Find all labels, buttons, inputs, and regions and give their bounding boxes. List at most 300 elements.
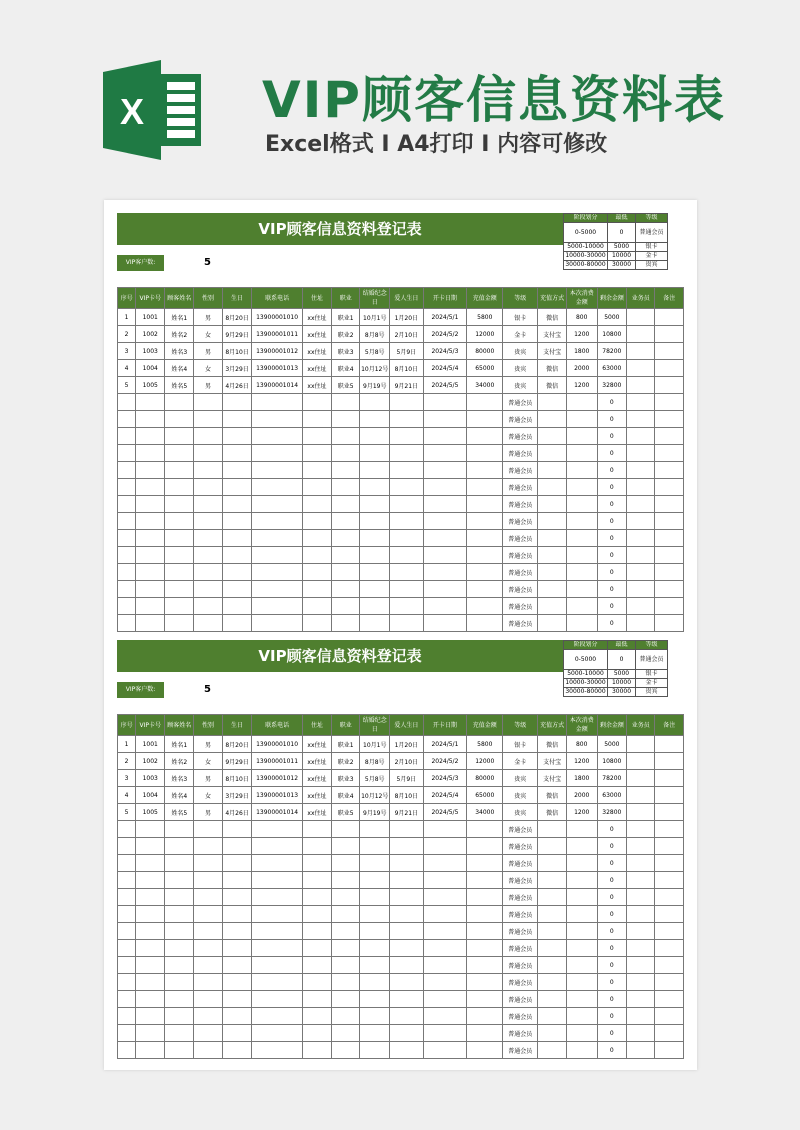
table-cell[interactable]: 普通会员 <box>503 872 538 889</box>
table-cell[interactable] <box>655 736 684 753</box>
table-cell[interactable] <box>118 530 136 547</box>
table-cell[interactable] <box>194 411 222 428</box>
table-cell[interactable] <box>302 411 331 428</box>
table-cell[interactable] <box>194 394 222 411</box>
table-cell[interactable]: 13900001013 <box>252 360 302 377</box>
table-cell[interactable]: 13900001014 <box>252 804 302 821</box>
table-cell[interactable] <box>655 974 684 991</box>
table-cell[interactable] <box>165 496 194 513</box>
table-cell[interactable] <box>467 974 503 991</box>
table-cell[interactable] <box>165 923 194 940</box>
table-cell[interactable]: 姓名2 <box>165 326 194 343</box>
table-cell[interactable] <box>360 855 390 872</box>
table-cell[interactable]: 职业2 <box>332 753 360 770</box>
table-cell[interactable]: 0 <box>597 838 626 855</box>
table-cell[interactable]: 9月19号 <box>360 804 390 821</box>
table-cell[interactable] <box>626 394 654 411</box>
table-cell[interactable] <box>390 855 423 872</box>
table-cell[interactable] <box>566 906 597 923</box>
table-cell[interactable] <box>118 838 136 855</box>
table-cell[interactable] <box>252 957 302 974</box>
table-cell[interactable]: 微信 <box>538 804 566 821</box>
table-cell[interactable] <box>222 872 252 889</box>
table-cell[interactable] <box>538 411 566 428</box>
table-cell[interactable] <box>360 598 390 615</box>
table-cell[interactable] <box>136 479 165 496</box>
table-cell[interactable] <box>626 496 654 513</box>
table-cell[interactable] <box>566 581 597 598</box>
table-cell[interactable]: 银卡 <box>503 309 538 326</box>
table-cell[interactable]: 普通会员 <box>503 1042 538 1059</box>
table-cell[interactable] <box>655 581 684 598</box>
table-cell[interactable] <box>136 940 165 957</box>
table-cell[interactable]: 2 <box>118 753 136 770</box>
table-cell[interactable] <box>538 991 566 1008</box>
table-cell[interactable]: 2 <box>118 326 136 343</box>
table-cell[interactable] <box>423 581 467 598</box>
table-cell[interactable]: 800 <box>566 736 597 753</box>
table-cell[interactable] <box>118 991 136 1008</box>
table-cell[interactable] <box>302 394 331 411</box>
table-cell[interactable] <box>655 855 684 872</box>
table-cell[interactable]: 10月1号 <box>360 309 390 326</box>
table-cell[interactable] <box>390 974 423 991</box>
table-cell[interactable] <box>360 838 390 855</box>
table-cell[interactable]: 普通会员 <box>503 394 538 411</box>
table-cell[interactable] <box>626 462 654 479</box>
table-cell[interactable] <box>252 889 302 906</box>
table-cell[interactable] <box>194 428 222 445</box>
table-cell[interactable] <box>165 462 194 479</box>
table-cell[interactable]: 3月29日 <box>222 787 252 804</box>
table-cell[interactable] <box>626 787 654 804</box>
table-cell[interactable]: 普通会员 <box>503 1008 538 1025</box>
table-cell[interactable]: 1200 <box>566 753 597 770</box>
table-cell[interactable]: 男 <box>194 770 222 787</box>
table-cell[interactable] <box>655 838 684 855</box>
table-cell[interactable] <box>332 598 360 615</box>
table-cell[interactable] <box>118 547 136 564</box>
table-cell[interactable] <box>136 1025 165 1042</box>
table-cell[interactable] <box>538 974 566 991</box>
table-cell[interactable] <box>194 479 222 496</box>
table-cell[interactable] <box>194 445 222 462</box>
table-cell[interactable] <box>390 547 423 564</box>
table-cell[interactable]: xx住址 <box>302 343 331 360</box>
table-cell[interactable] <box>423 1042 467 1059</box>
table-cell[interactable] <box>165 564 194 581</box>
table-cell[interactable] <box>538 940 566 957</box>
table-cell[interactable] <box>252 838 302 855</box>
table-cell[interactable] <box>136 1042 165 1059</box>
table-cell[interactable]: 0 <box>597 581 626 598</box>
table-cell[interactable]: 8月10日 <box>390 360 423 377</box>
table-cell[interactable] <box>655 411 684 428</box>
table-cell[interactable] <box>194 1008 222 1025</box>
table-cell[interactable] <box>467 1008 503 1025</box>
table-cell[interactable] <box>222 598 252 615</box>
table-cell[interactable]: 1200 <box>566 377 597 394</box>
table-cell[interactable]: 10800 <box>597 753 626 770</box>
table-cell[interactable] <box>423 1025 467 1042</box>
table-cell[interactable] <box>252 923 302 940</box>
table-cell[interactable] <box>626 906 654 923</box>
table-cell[interactable]: 8月8号 <box>360 326 390 343</box>
table-cell[interactable]: 2024/5/1 <box>423 309 467 326</box>
table-cell[interactable] <box>252 394 302 411</box>
table-cell[interactable] <box>360 1008 390 1025</box>
table-cell[interactable]: 女 <box>194 787 222 804</box>
table-cell[interactable]: 10月12号 <box>360 360 390 377</box>
table-cell[interactable] <box>566 821 597 838</box>
table-cell[interactable] <box>538 598 566 615</box>
table-cell[interactable]: 姓名3 <box>165 770 194 787</box>
table-cell[interactable] <box>467 991 503 1008</box>
table-cell[interactable]: 姓名4 <box>165 360 194 377</box>
table-cell[interactable]: 65000 <box>467 360 503 377</box>
table-cell[interactable]: 2024/5/5 <box>423 804 467 821</box>
table-cell[interactable]: 男 <box>194 804 222 821</box>
table-cell[interactable]: 2024/5/2 <box>423 753 467 770</box>
table-cell[interactable] <box>194 615 222 632</box>
table-cell[interactable] <box>302 923 331 940</box>
table-cell[interactable]: 金卡 <box>503 753 538 770</box>
table-cell[interactable] <box>566 974 597 991</box>
table-cell[interactable] <box>423 428 467 445</box>
table-cell[interactable] <box>626 770 654 787</box>
table-cell[interactable] <box>118 906 136 923</box>
table-cell[interactable] <box>118 513 136 530</box>
table-cell[interactable] <box>626 838 654 855</box>
table-cell[interactable]: 5 <box>118 377 136 394</box>
table-cell[interactable] <box>332 428 360 445</box>
table-cell[interactable] <box>655 1008 684 1025</box>
table-cell[interactable] <box>222 411 252 428</box>
table-cell[interactable] <box>136 923 165 940</box>
table-cell[interactable] <box>538 889 566 906</box>
table-cell[interactable] <box>390 462 423 479</box>
table-cell[interactable]: 0 <box>597 906 626 923</box>
table-cell[interactable] <box>302 889 331 906</box>
table-cell[interactable] <box>423 564 467 581</box>
table-cell[interactable] <box>136 615 165 632</box>
table-cell[interactable]: 1005 <box>136 804 165 821</box>
table-cell[interactable] <box>194 462 222 479</box>
table-cell[interactable] <box>566 428 597 445</box>
table-cell[interactable] <box>467 496 503 513</box>
table-cell[interactable] <box>566 855 597 872</box>
table-cell[interactable] <box>165 838 194 855</box>
table-cell[interactable] <box>252 906 302 923</box>
table-cell[interactable] <box>655 991 684 1008</box>
table-cell[interactable]: 5800 <box>467 736 503 753</box>
table-cell[interactable]: 0 <box>597 394 626 411</box>
table-cell[interactable] <box>423 547 467 564</box>
table-cell[interactable]: 微信 <box>538 360 566 377</box>
table-cell[interactable] <box>332 1042 360 1059</box>
table-cell[interactable] <box>332 838 360 855</box>
table-cell[interactable]: 0 <box>597 564 626 581</box>
table-cell[interactable] <box>655 462 684 479</box>
table-cell[interactable] <box>165 1042 194 1059</box>
table-cell[interactable]: 32800 <box>597 804 626 821</box>
table-cell[interactable] <box>302 1008 331 1025</box>
table-cell[interactable] <box>118 428 136 445</box>
table-cell[interactable]: 9月19号 <box>360 377 390 394</box>
table-cell[interactable] <box>655 940 684 957</box>
table-cell[interactable]: 8月10日 <box>390 787 423 804</box>
table-cell[interactable] <box>222 821 252 838</box>
table-cell[interactable] <box>136 855 165 872</box>
table-cell[interactable]: 1200 <box>566 804 597 821</box>
table-cell[interactable] <box>194 872 222 889</box>
table-cell[interactable]: 职业3 <box>332 770 360 787</box>
table-cell[interactable] <box>222 564 252 581</box>
table-cell[interactable] <box>655 530 684 547</box>
table-cell[interactable] <box>302 991 331 1008</box>
table-cell[interactable]: 贵宾 <box>503 343 538 360</box>
table-cell[interactable] <box>222 940 252 957</box>
table-cell[interactable]: 姓名2 <box>165 753 194 770</box>
table-cell[interactable] <box>423 615 467 632</box>
table-cell[interactable] <box>302 564 331 581</box>
table-cell[interactable] <box>165 445 194 462</box>
table-cell[interactable] <box>252 1025 302 1042</box>
table-cell[interactable] <box>252 991 302 1008</box>
table-cell[interactable] <box>566 923 597 940</box>
table-cell[interactable] <box>222 547 252 564</box>
table-cell[interactable]: 5月8号 <box>360 343 390 360</box>
table-cell[interactable]: 0 <box>597 445 626 462</box>
table-cell[interactable]: 13900001012 <box>252 343 302 360</box>
table-cell[interactable] <box>194 906 222 923</box>
table-cell[interactable]: 0 <box>597 821 626 838</box>
table-cell[interactable] <box>467 821 503 838</box>
table-cell[interactable]: 普通会员 <box>503 598 538 615</box>
table-cell[interactable] <box>360 1025 390 1042</box>
table-cell[interactable]: 1004 <box>136 360 165 377</box>
table-cell[interactable] <box>467 957 503 974</box>
table-cell[interactable]: xx住址 <box>302 360 331 377</box>
table-cell[interactable] <box>332 991 360 1008</box>
table-cell[interactable] <box>655 753 684 770</box>
table-cell[interactable] <box>655 821 684 838</box>
table-cell[interactable]: 0 <box>597 957 626 974</box>
table-cell[interactable] <box>467 445 503 462</box>
table-cell[interactable] <box>222 889 252 906</box>
table-cell[interactable] <box>423 462 467 479</box>
table-cell[interactable]: 2024/5/3 <box>423 343 467 360</box>
table-cell[interactable]: 姓名3 <box>165 343 194 360</box>
table-cell[interactable] <box>626 343 654 360</box>
table-cell[interactable] <box>467 940 503 957</box>
table-cell[interactable] <box>423 957 467 974</box>
table-cell[interactable] <box>467 564 503 581</box>
table-cell[interactable]: 13900001014 <box>252 377 302 394</box>
table-cell[interactable]: 9月29日 <box>222 753 252 770</box>
table-cell[interactable]: 职业4 <box>332 787 360 804</box>
table-cell[interactable] <box>222 445 252 462</box>
table-cell[interactable]: 2月10日 <box>390 753 423 770</box>
table-cell[interactable]: 0 <box>597 598 626 615</box>
table-cell[interactable] <box>538 496 566 513</box>
table-cell[interactable]: 0 <box>597 1025 626 1042</box>
table-cell[interactable] <box>360 889 390 906</box>
table-cell[interactable] <box>194 940 222 957</box>
table-cell[interactable]: 女 <box>194 753 222 770</box>
table-cell[interactable] <box>118 1008 136 1025</box>
table-cell[interactable]: 支付宝 <box>538 343 566 360</box>
table-cell[interactable] <box>118 923 136 940</box>
table-cell[interactable]: 8月10日 <box>222 770 252 787</box>
table-cell[interactable] <box>136 394 165 411</box>
table-cell[interactable] <box>538 564 566 581</box>
table-cell[interactable] <box>566 513 597 530</box>
table-cell[interactable] <box>194 889 222 906</box>
table-cell[interactable]: 8月20日 <box>222 736 252 753</box>
table-cell[interactable] <box>222 957 252 974</box>
table-cell[interactable]: 普通会员 <box>503 445 538 462</box>
table-cell[interactable] <box>423 940 467 957</box>
table-cell[interactable] <box>252 974 302 991</box>
table-cell[interactable]: 普通会员 <box>503 479 538 496</box>
table-cell[interactable] <box>538 1042 566 1059</box>
table-cell[interactable]: 5月8号 <box>360 770 390 787</box>
table-cell[interactable]: 男 <box>194 343 222 360</box>
table-cell[interactable] <box>252 513 302 530</box>
table-cell[interactable] <box>118 479 136 496</box>
table-cell[interactable] <box>332 1008 360 1025</box>
table-cell[interactable]: 800 <box>566 309 597 326</box>
table-cell[interactable] <box>360 615 390 632</box>
table-cell[interactable] <box>360 496 390 513</box>
table-cell[interactable] <box>360 530 390 547</box>
table-cell[interactable] <box>626 428 654 445</box>
table-cell[interactable]: 1800 <box>566 343 597 360</box>
table-cell[interactable] <box>655 360 684 377</box>
table-cell[interactable] <box>302 872 331 889</box>
table-cell[interactable] <box>423 974 467 991</box>
table-cell[interactable] <box>423 445 467 462</box>
table-cell[interactable] <box>136 598 165 615</box>
table-cell[interactable]: 男 <box>194 377 222 394</box>
table-cell[interactable] <box>194 991 222 1008</box>
table-cell[interactable] <box>390 991 423 1008</box>
table-cell[interactable] <box>423 991 467 1008</box>
table-cell[interactable] <box>332 445 360 462</box>
table-cell[interactable] <box>165 513 194 530</box>
table-cell[interactable] <box>626 530 654 547</box>
table-cell[interactable]: 2024/5/1 <box>423 736 467 753</box>
table-cell[interactable] <box>655 770 684 787</box>
table-cell[interactable] <box>252 1042 302 1059</box>
table-cell[interactable] <box>118 1042 136 1059</box>
table-cell[interactable] <box>360 821 390 838</box>
table-cell[interactable]: 9月21日 <box>390 377 423 394</box>
table-cell[interactable]: 0 <box>597 530 626 547</box>
table-cell[interactable] <box>252 428 302 445</box>
table-cell[interactable]: 10月1号 <box>360 736 390 753</box>
table-cell[interactable]: 1月20日 <box>390 736 423 753</box>
table-cell[interactable]: 32800 <box>597 377 626 394</box>
table-cell[interactable] <box>655 564 684 581</box>
table-cell[interactable]: 支付宝 <box>538 770 566 787</box>
table-cell[interactable] <box>332 957 360 974</box>
table-cell[interactable]: 普通会员 <box>503 462 538 479</box>
table-cell[interactable]: 0 <box>597 940 626 957</box>
table-cell[interactable]: xx住址 <box>302 804 331 821</box>
table-cell[interactable] <box>252 462 302 479</box>
table-cell[interactable] <box>252 496 302 513</box>
table-cell[interactable]: 8月8号 <box>360 753 390 770</box>
table-cell[interactable] <box>360 872 390 889</box>
table-cell[interactable] <box>194 581 222 598</box>
table-cell[interactable]: 0 <box>597 889 626 906</box>
table-cell[interactable] <box>655 906 684 923</box>
table-cell[interactable] <box>626 889 654 906</box>
table-cell[interactable] <box>252 564 302 581</box>
table-cell[interactable]: 5800 <box>467 309 503 326</box>
table-cell[interactable] <box>118 872 136 889</box>
table-cell[interactable] <box>655 804 684 821</box>
table-cell[interactable]: 2024/5/4 <box>423 360 467 377</box>
table-cell[interactable] <box>538 1008 566 1025</box>
table-cell[interactable] <box>390 394 423 411</box>
table-cell[interactable]: xx住址 <box>302 377 331 394</box>
table-cell[interactable] <box>626 377 654 394</box>
table-cell[interactable] <box>626 1042 654 1059</box>
table-cell[interactable] <box>302 496 331 513</box>
table-cell[interactable]: 金卡 <box>503 326 538 343</box>
table-cell[interactable] <box>302 957 331 974</box>
table-cell[interactable] <box>165 940 194 957</box>
table-cell[interactable] <box>566 598 597 615</box>
table-cell[interactable] <box>626 598 654 615</box>
table-cell[interactable]: xx住址 <box>302 787 331 804</box>
table-cell[interactable] <box>302 855 331 872</box>
table-cell[interactable] <box>360 923 390 940</box>
table-cell[interactable] <box>566 940 597 957</box>
table-cell[interactable] <box>655 1042 684 1059</box>
table-cell[interactable] <box>332 394 360 411</box>
table-cell[interactable] <box>390 513 423 530</box>
table-cell[interactable] <box>136 991 165 1008</box>
table-cell[interactable] <box>252 872 302 889</box>
table-cell[interactable] <box>655 787 684 804</box>
table-cell[interactable]: 0 <box>597 974 626 991</box>
table-cell[interactable] <box>136 411 165 428</box>
table-cell[interactable]: 2024/5/4 <box>423 787 467 804</box>
table-cell[interactable] <box>332 872 360 889</box>
table-cell[interactable] <box>194 957 222 974</box>
table-cell[interactable] <box>360 394 390 411</box>
table-cell[interactable] <box>360 513 390 530</box>
table-cell[interactable] <box>626 411 654 428</box>
table-cell[interactable] <box>390 838 423 855</box>
table-cell[interactable] <box>302 547 331 564</box>
table-cell[interactable] <box>626 326 654 343</box>
table-cell[interactable] <box>566 462 597 479</box>
table-cell[interactable] <box>390 889 423 906</box>
table-cell[interactable] <box>252 821 302 838</box>
table-cell[interactable]: 3 <box>118 343 136 360</box>
table-cell[interactable] <box>332 530 360 547</box>
table-cell[interactable] <box>655 1025 684 1042</box>
table-cell[interactable] <box>423 906 467 923</box>
table-cell[interactable] <box>626 991 654 1008</box>
table-cell[interactable] <box>655 923 684 940</box>
table-cell[interactable]: 4 <box>118 360 136 377</box>
